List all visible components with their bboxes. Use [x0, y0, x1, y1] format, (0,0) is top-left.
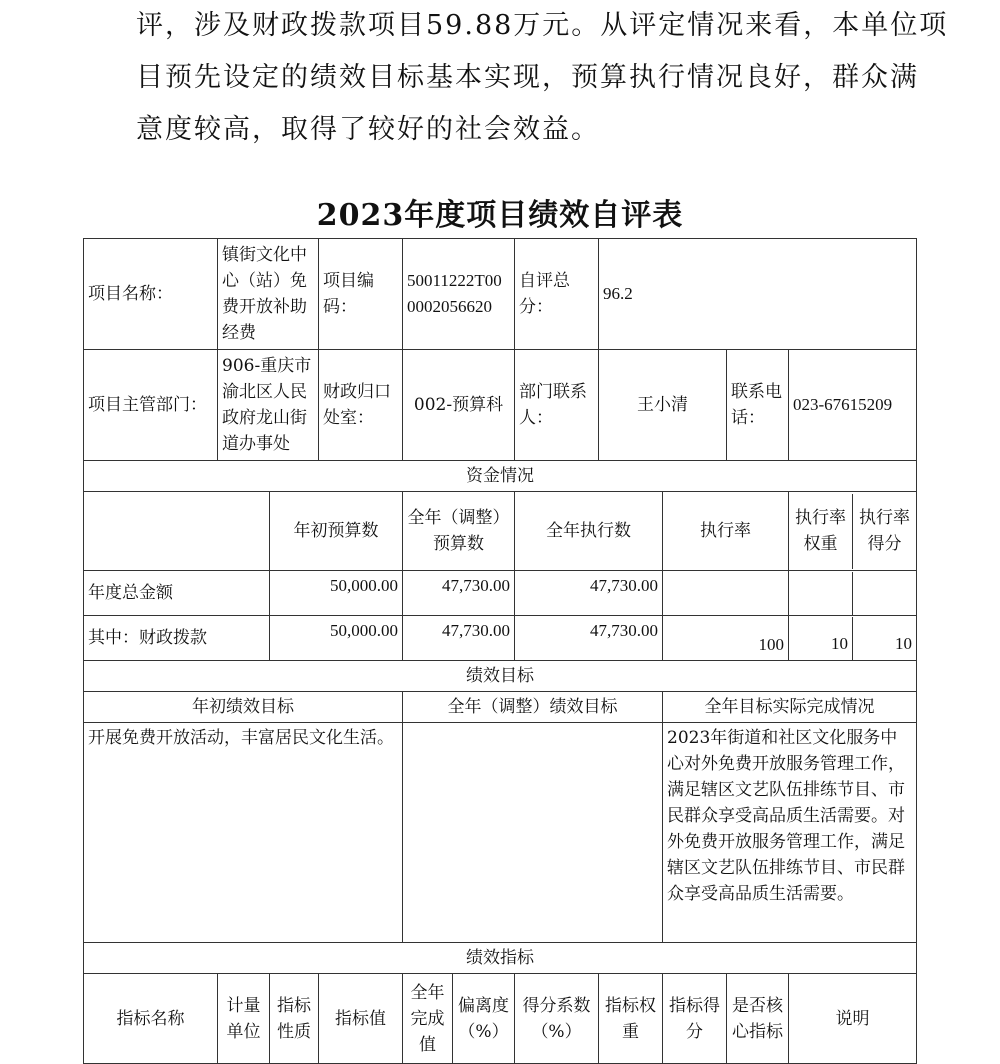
funds-fiscal-row: [84, 616, 917, 661]
ind-header-deviation: 偏离度（%）: [453, 974, 515, 1064]
funds-total-score: [853, 572, 916, 615]
phone-label: 联系电话：: [727, 350, 789, 461]
self-score-label: 自评总分：: [515, 239, 599, 350]
funds-header-executed: 全年执行数: [515, 492, 663, 571]
ind-header-core: 是否核心指标: [727, 974, 789, 1064]
performance-table: [83, 238, 917, 1064]
funds-fiscal-adjusted: 47,730.00: [403, 616, 515, 661]
funds-header-row: [84, 492, 917, 571]
indicators-header-row: [84, 974, 917, 1064]
ind-header-score: 指标得分: [663, 974, 727, 1064]
intro-paragraph: [136, 0, 949, 156]
ind-header-coefficient: 得分系数（%）: [515, 974, 599, 1064]
goals-section-header: 绩效目标: [84, 661, 917, 692]
funds-header-initial: 年初预算数: [270, 492, 403, 571]
intro-line-2: 目预先设定的绩效目标基本实现，预算执行情况良好，群众满: [136, 62, 919, 93]
funds-header-blank: [84, 492, 270, 571]
funds-total-adjusted: 47,730.00: [403, 571, 515, 616]
goals-section-row: [84, 661, 917, 692]
funds-total-rate: [663, 571, 789, 616]
funds-fiscal-label: 其中：财政拨款: [84, 616, 270, 661]
goals-actual-text: 2023年街道和社区文化服务中心对外免费开放服务管理工作，满足辖区文艺队伍排练节目、市民群众享受高品质生活需要。对外免费开放服务管理工作，满足辖区文艺队伍排练节目、市民群众享受高品质生活需要。: [663, 723, 917, 943]
department-value: 906-重庆市渝北区人民政府龙山街道办事处: [218, 350, 319, 461]
funds-fiscal-rate: 100: [663, 616, 789, 661]
goals-header-actual: 全年目标实际完成情况: [663, 692, 917, 723]
funds-fiscal-initial: 50,000.00: [270, 616, 403, 661]
ind-header-unit: 计量单位: [218, 974, 270, 1064]
project-name-value: 镇街文化中心（站）免费开放补助经费: [218, 239, 319, 350]
project-name-label: 项目名称：: [84, 239, 218, 350]
funds-total-weight: [789, 572, 853, 615]
ind-header-weight: 指标权重: [599, 974, 663, 1064]
goals-initial-text: 开展免费开放活动，丰富居民文化生活。: [84, 723, 403, 943]
phone-value: 023-67615209: [789, 350, 917, 461]
contact-person-value: 王小清: [599, 350, 727, 461]
department-row: [84, 350, 917, 461]
funds-total-label: 年度总金额: [84, 571, 270, 616]
goals-content-row: [84, 723, 917, 943]
contact-person-label: 部门联系人：: [515, 350, 599, 461]
ind-header-completed: 全年完成值: [403, 974, 453, 1064]
intro-line-3: 意度较高，取得了较好的社会效益。: [136, 114, 600, 145]
ind-header-value: 指标值: [319, 974, 403, 1064]
goals-adjusted-text: [403, 723, 663, 943]
finance-office-label: 财政归口处室：: [319, 350, 403, 461]
indicators-section-header: 绩效指标: [84, 943, 917, 974]
funds-section-header: 资金情况: [84, 461, 917, 492]
intro-line-1: 评，涉及财政拨款项目59.88万元。从评定情况来看，本单位项: [136, 10, 949, 41]
self-score-value: 96.2: [599, 239, 917, 350]
ind-header-nature: 指标性质: [270, 974, 319, 1064]
project-row: [84, 239, 917, 350]
goals-header-initial: 年初绩效目标: [84, 692, 403, 723]
department-label: 项目主管部门：: [84, 350, 218, 461]
goals-header-row: [84, 692, 917, 723]
project-code-label: 项目编码：: [319, 239, 403, 350]
funds-header-rate: 执行率: [663, 492, 789, 571]
funds-header-weight: 执行率权重: [789, 494, 853, 569]
funds-fiscal-executed: 47,730.00: [515, 616, 663, 661]
indicators-section-row: [84, 943, 917, 974]
goals-header-adjusted: 全年（调整）绩效目标: [403, 692, 663, 723]
funds-total-initial: 50,000.00: [270, 571, 403, 616]
funds-total-executed: 47,730.00: [515, 571, 663, 616]
funds-section-row: [84, 461, 917, 492]
funds-header-adjusted: 全年（调整）预算数: [403, 492, 515, 571]
funds-fiscal-score: 10: [895, 633, 913, 653]
ind-header-note: 说明: [789, 974, 917, 1064]
finance-office-value: 002-预算科: [403, 350, 515, 461]
funds-fiscal-weight: 10: [789, 617, 853, 660]
project-code-value: 50011222T000002056620: [403, 239, 515, 350]
page-title: 2023年度项目绩效自评表: [316, 198, 684, 233]
funds-total-row: [84, 571, 917, 616]
funds-header-score: 执行率得分: [859, 508, 911, 554]
ind-header-name: 指标名称: [84, 974, 218, 1064]
